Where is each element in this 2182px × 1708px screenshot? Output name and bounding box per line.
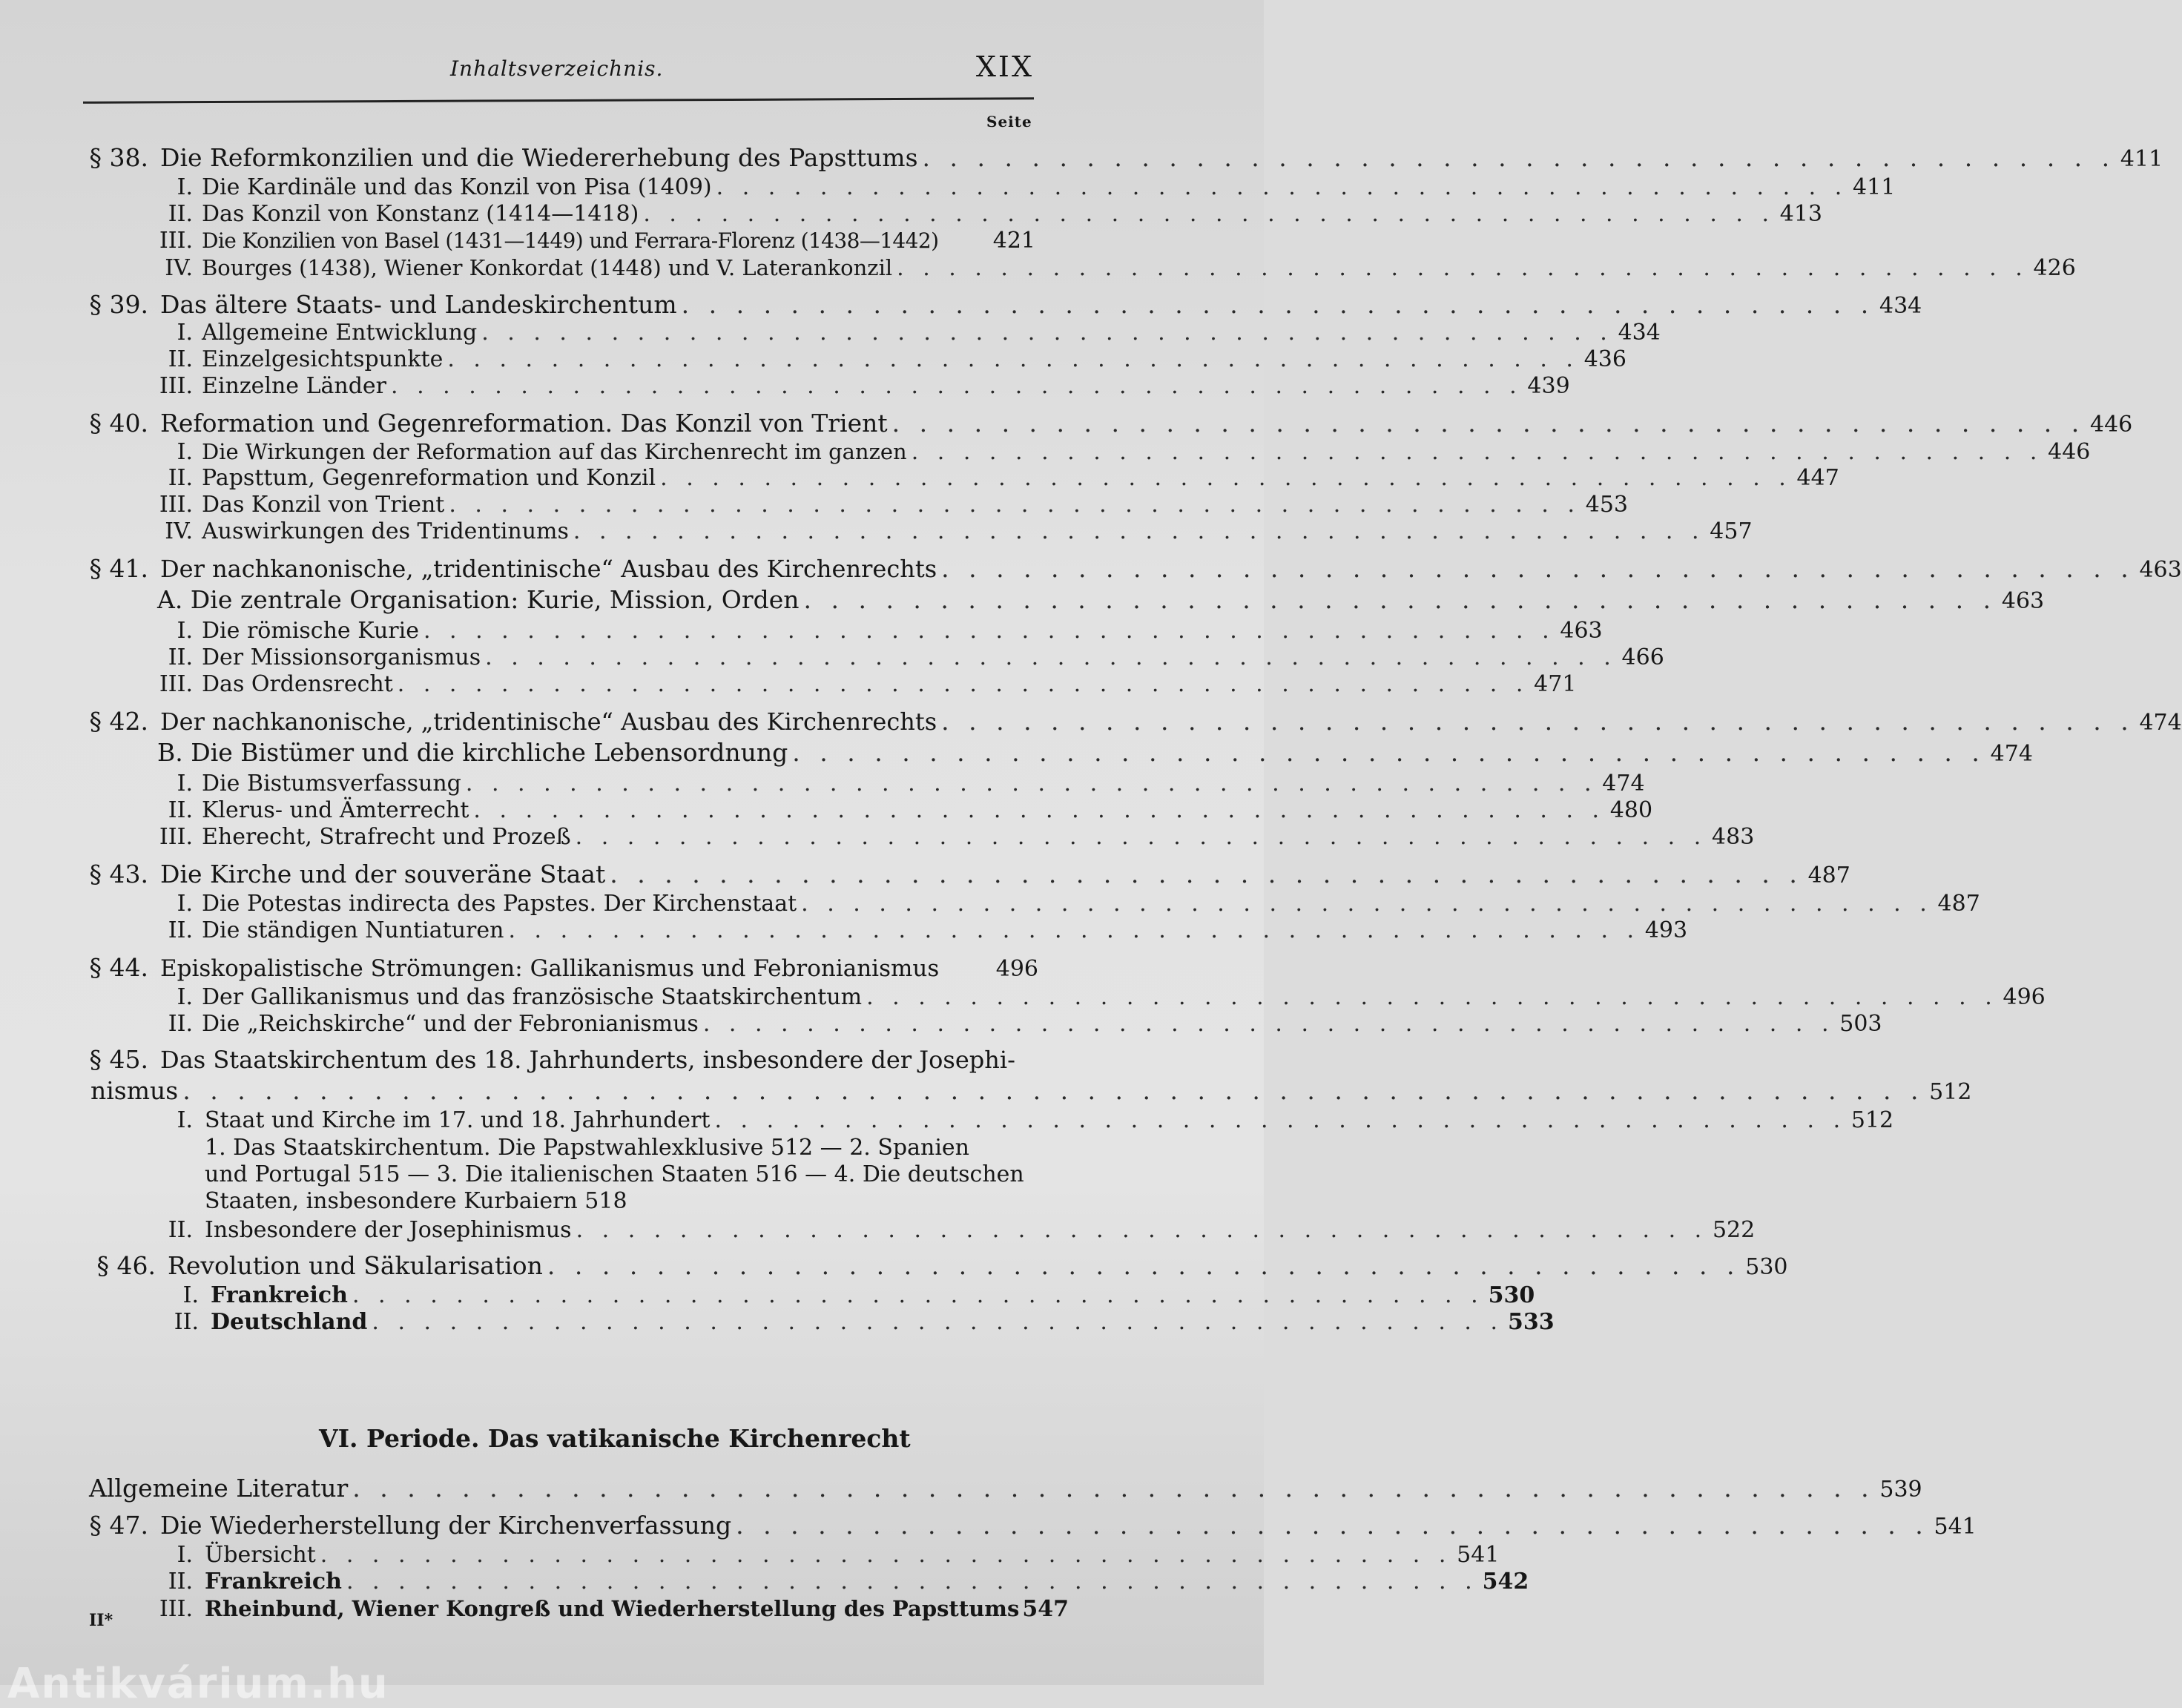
detail-block xyxy=(205,1135,1024,1215)
toc-number: § 43. xyxy=(89,860,148,888)
leader-dots: . . . . . . . . . . . . . . . . . . . . . . . . . . . . . . . . . . . . . . . . . . . . xyxy=(372,1309,1504,1335)
leader-dots: . . . . . . . . . . . . . . . . . . . . . . . . . . . . . . . . . . . . . . . . . . . . xyxy=(547,1251,1741,1280)
toc-entry xyxy=(145,797,1653,823)
toc-number: I. xyxy=(177,771,193,797)
leader-dots: . . . . . . . . . . . . . . . . . . . . . . . . . . . . . . . . . . . . . . . . . . . . xyxy=(891,409,2086,438)
toc-page: 471 xyxy=(1534,671,1577,697)
toc-title: Das Konzil von Konstanz (1414—1418) xyxy=(202,201,639,227)
toc-page: 411 xyxy=(1853,174,1896,200)
toc-title: Der Gallikanismus und das französische Staatskirchentum xyxy=(202,984,863,1010)
toc-number: III. xyxy=(159,373,193,399)
leader-dots: . . . . . . . . . . . . . . . . . . . . . . . . . . . . . . . . . . . . . . . . . . . . xyxy=(897,255,2028,281)
toc-title: Das Ordensrecht xyxy=(202,671,393,697)
toc-entry xyxy=(145,320,1661,346)
toc-entry xyxy=(145,1011,1882,1037)
leader-dots: . . . . . . . . . . . . . . . . . . . . . . . . . . . . . . . . . . . . . . . . . . . . xyxy=(320,1542,1452,1568)
leader-dots: . . . . . . . . . . . . . . . . . . . . . . . . . . . . . . . . . . . . . . . . . . . . xyxy=(941,707,2135,736)
toc-page: 542 xyxy=(1482,1569,1529,1595)
leader-dots: . . . . . . . . . . . . . . . . . . . . . . . . . . . . . . . . . . . . . . . . . . . . xyxy=(485,644,1617,670)
toc-page: 453 xyxy=(1585,492,1628,518)
toc-title: Die Potestas indirecta des Papstes. Der Kirchenstaat xyxy=(202,891,797,917)
toc-entry-section xyxy=(83,409,2133,438)
toc-entry xyxy=(156,1542,1500,1568)
leader-dots: . . . . . . . . . . . . . . . . . . . . . . . . . . . . . . . . . . . . . . . . . . . . xyxy=(922,143,2116,172)
toc-page: 463 xyxy=(2001,588,2045,614)
leader-dots: . . . . . . . . . . . . . . . . . . . . . . . . . . . . . . . . . . . . . . . . . . . . xyxy=(941,554,2135,583)
leader-dots: . . . . . . . . . . . . . . . . . . . . . . . . . . . . . . . . . . . . . . . . . . . . xyxy=(576,1217,1708,1243)
toc-entry xyxy=(145,1217,1756,1243)
toc-title: Einzelgesichtspunkte xyxy=(202,346,444,372)
toc-title: Eherecht, Strafrecht und Prozeß xyxy=(202,824,571,850)
toc-title: Bourges (1438), Wiener Konkordat (1448) und V. Laterankonzil xyxy=(202,255,893,280)
toc-title: Die ständigen Nuntiaturen xyxy=(202,917,504,943)
toc-title: Klerus- und Ämterrecht xyxy=(202,797,469,823)
toc-entry xyxy=(145,891,1980,917)
leader-dots: . . . . . . . . . . . . . . . . . . . . . . . . . . . . . . . . . . . . . . . . . . . . xyxy=(391,373,1523,399)
leader-dots: . . . . . . . . . . . . . . . . . . . . . . . . . . . . . . . . . . . . . . . . . . . . xyxy=(801,891,1933,917)
toc-number: § 42. xyxy=(89,707,148,736)
toc-page: 533 xyxy=(1508,1309,1555,1335)
toc-entry xyxy=(162,1282,1535,1308)
detail-line: 1. Das Staatskirchentum. Die Papstwahlexklusive 512 — 2. Spanien xyxy=(205,1135,969,1161)
leader-dots: . . . . . . . . . . . . . . . . . . . . . . . . . . . . . . . . . . . . . . . . . . . . xyxy=(465,771,1598,797)
toc-entry-section xyxy=(83,1047,1040,1072)
leader-dots: . . . . . . . . . . . . . . . . . . . . . . . . . . . . . . . . . . . . . . . . . . . . xyxy=(681,290,1875,319)
toc-title: Insbesondere der Josephinismus xyxy=(205,1217,572,1243)
toc-entry xyxy=(145,465,1839,491)
toc-entry xyxy=(145,228,1035,254)
toc-number: IV. xyxy=(165,255,193,281)
toc-page: 434 xyxy=(1618,320,1661,346)
toc-title: Frankreich xyxy=(211,1282,348,1308)
leader-dots: . . . . . . . . . . . . . . . . . . . . . . . . . . . . . . . . . . . . . . . . . . . . xyxy=(352,1282,1484,1308)
toc-title: Frankreich xyxy=(205,1569,342,1595)
toc-title: Allgemeine Entwicklung xyxy=(202,320,478,346)
toc-page: 463 xyxy=(2139,557,2182,583)
toc-number: I. xyxy=(177,439,193,465)
toc-entry-section xyxy=(83,860,1850,888)
leader-dots: . . . . . . . . . . . . . . . . . . . . . . . . . . . . . . . . . . . . . . . . . . . . xyxy=(449,492,1581,518)
running-header xyxy=(83,49,1034,93)
toc-page: 541 xyxy=(1457,1542,1500,1568)
watermark: Antikvárium.hu xyxy=(7,1660,389,1708)
toc-title: Die Reformkonzilien und die Wiedererhebung des Papsttums xyxy=(160,143,918,172)
toc-number: II. xyxy=(168,797,193,823)
toc-title: B. Die Bistümer und die kirchliche Lebensordnung xyxy=(157,738,788,767)
seite-label: Seite xyxy=(986,113,1032,131)
leader-dots: . . . . . . . . . . . . . . . . . . . . . . . . . . . . . . . . . . . . . . . . . . . . xyxy=(423,618,1555,644)
toc-page: 447 xyxy=(1796,465,1839,491)
toc-entry xyxy=(145,492,1628,518)
toc-title: Revolution und Säkularisation xyxy=(168,1251,543,1280)
toc-entry xyxy=(145,174,1896,200)
leader-dots: . . . . . . . . . . . . . . . . . . . . . . . . . . . . . . . . . . . . . . . . . . . . xyxy=(610,860,1803,888)
leader-dots: . . . . . . . . . . . . . . . . . . . . . . . . . . . . . . . . . . . . . . . . . . . . xyxy=(397,671,1529,697)
toc-entry xyxy=(145,439,2091,465)
header-page-number: XIX xyxy=(975,50,1034,83)
toc-number: I. xyxy=(177,1107,193,1133)
leader-dots: . . . . . . . . . . . . . . . . . . . . . . . . . . . . . . . . . . . . . . . . . . . . xyxy=(803,585,1997,614)
toc-number: III. xyxy=(159,671,193,697)
toc-number: II. xyxy=(168,1011,193,1037)
toc-page: 439 xyxy=(1527,373,1570,399)
toc-page: 487 xyxy=(1807,863,1850,888)
leader-dots: . . . . . . . . . . . . . . . . . . . . . . . . . . . . . . . . . . . . . . . . . . . . . . . . . . . . . . . . xyxy=(352,1474,1875,1503)
toc-entry-section xyxy=(83,554,2182,583)
toc-entry xyxy=(145,671,1577,697)
toc-entry xyxy=(145,824,1755,850)
toc-entry xyxy=(145,201,1823,227)
detail-line: und Portugal 515 — 3. Die italienischen Staaten 516 — 4. Die deutschen xyxy=(205,1161,1024,1187)
toc-title: Deutschland xyxy=(211,1309,368,1335)
leader-dots: . . . . . . . . . . . . . . . . . . . . . . . . . . . . . . . . . . . . . . . . . . . . xyxy=(573,518,1705,544)
toc-title: Das Staatskirchentum des 18. Jahrhunderts, insbesondere der Josephi- xyxy=(160,1046,1015,1074)
toc-entry xyxy=(145,1596,1069,1622)
toc-entry xyxy=(156,1569,1529,1595)
leader-dots: . . . . . . . . . . . . . . . . . . . . . . . . . . . . . . . . . . . . . . . . . . . . xyxy=(508,917,1641,943)
toc-entry xyxy=(145,346,1626,372)
toc-entry-subsection xyxy=(157,738,2033,767)
toc-entry-section xyxy=(83,1511,1977,1540)
toc-page: 457 xyxy=(1710,518,1753,544)
toc-page: 436 xyxy=(1583,346,1626,372)
leader-dots: . . . . . . . . . . . . . . . . . . . . . . . . . . . . . . . . . . . . . . . . . . . . xyxy=(866,984,1998,1010)
toc-number: I. xyxy=(177,174,193,200)
toc-page: 530 xyxy=(1488,1282,1535,1308)
toc-title: nismus xyxy=(90,1076,179,1105)
toc-entry-section xyxy=(83,143,2163,172)
toc-title: Die Wirkungen der Reformation auf das Kirchenrecht im ganzen xyxy=(202,439,907,464)
toc-entry-section xyxy=(83,707,2182,736)
toc-page: 493 xyxy=(1644,917,1688,943)
toc-page: 413 xyxy=(1779,201,1823,227)
toc-title: Auswirkungen des Tridentinums xyxy=(202,518,569,544)
toc-entry xyxy=(156,1107,1894,1133)
toc-entry xyxy=(145,255,2076,281)
leader-dots: . . . . . . . . . . . . . . . . . . . . . . . . . . . . . . . . . . . . . . . . . . . . xyxy=(447,346,1579,372)
toc-number: IV. xyxy=(165,518,193,544)
header-rule xyxy=(83,97,1034,104)
toc-entry xyxy=(162,1309,1555,1335)
leader-dots: . . . . . . . . . . . . . . . . . . . . . . . . . . . . . . . . . . . . . . . . . . . . xyxy=(714,1107,1847,1133)
toc-page: 487 xyxy=(1937,891,1980,917)
leader-dots: . . . . . . . . . . . . . . . . . . . . . . . . . . . . . . . . . . . . . . . . . . . . xyxy=(736,1511,1929,1540)
signature-mark: II* xyxy=(89,1611,113,1630)
toc-entry xyxy=(145,518,1753,544)
toc-entry xyxy=(145,771,1645,797)
leader-dots: . . . . . . . . . . . . . . . . . . . . . . . . . . . . . . . . . . . . . . . . . . . . xyxy=(346,1569,1478,1595)
toc-title: Rheinbund, Wiener Kongreß und Wiederherstellung des Papsttums xyxy=(205,1596,1020,1621)
toc-page: 530 xyxy=(1745,1254,1788,1280)
toc-number: II. xyxy=(168,1217,193,1243)
toc-title: Papsttum, Gegenreformation und Konzil xyxy=(202,465,656,491)
header-title: Inhaltsverzeichnis. xyxy=(450,56,664,81)
toc-entry-section xyxy=(83,955,1038,982)
toc-title: Der Missionsorganismus xyxy=(202,644,481,670)
toc-page: 474 xyxy=(2139,710,2182,736)
leader-dots: . . . . . . . . . . . . . . . . . . . . . . . . . . . . . . . . . . . . . . . . . . . . xyxy=(481,320,1613,346)
toc-number: II. xyxy=(168,201,193,227)
toc-number: II. xyxy=(168,917,193,943)
toc-number: II. xyxy=(168,346,193,372)
toc-page: 421 xyxy=(992,228,1035,254)
toc-title: Reformation und Gegenreformation. Das Konzil von Trient xyxy=(160,409,888,438)
toc-title: Die Kardinäle und das Konzil von Pisa (1409) xyxy=(202,174,712,200)
toc-number: § 45. xyxy=(89,1045,148,1074)
leader-dots: . . . . . . . . . . . . . . . . . . . . . . . . . . . . . . . . . . . . . . . . . . . . xyxy=(702,1011,1835,1037)
toc-number: § 46. xyxy=(96,1251,156,1280)
leader-dots: . . . . . . . . . . . . . . . . . . . . . . . . . . . . . . . . . . . . . . . . . . . . . . . . . . . . . . . . . . . . . . . . xyxy=(182,1076,1925,1105)
period-heading: VI. Periode. Das vatikanische Kirchenrecht xyxy=(319,1424,911,1453)
leader-dots: . . . . . . . . . . . . . . . . . . . . . . . . . . . . . . . . . . . . . . . . . . . . xyxy=(792,738,1985,767)
toc-title: Der nachkanonische, „tridentinische“ Ausbau des Kirchenrechts xyxy=(160,555,937,583)
toc-number: § 44. xyxy=(89,953,148,982)
toc-page: 512 xyxy=(1929,1079,1972,1105)
toc-number: II. xyxy=(174,1309,199,1335)
toc-entry-section xyxy=(90,1251,1788,1280)
toc-title: Die Wiederherstellung der Kirchenverfassung xyxy=(160,1511,732,1540)
toc-number: II. xyxy=(168,465,193,491)
toc-page: 496 xyxy=(2003,984,2046,1010)
toc-page: 480 xyxy=(1609,797,1653,823)
toc-number: I. xyxy=(177,891,193,917)
toc-entry-section xyxy=(89,1474,1922,1503)
toc-entry-subsection xyxy=(157,585,2045,614)
toc-number: III. xyxy=(159,1596,193,1622)
toc-title: Staat und Kirche im 17. und 18. Jahrhundert xyxy=(205,1107,711,1133)
toc-page: 512 xyxy=(1850,1107,1894,1133)
toc-page: 483 xyxy=(1712,824,1755,850)
toc-entry xyxy=(145,644,1664,670)
detail-line: Staaten, insbesondere Kurbaiern 518 xyxy=(205,1188,627,1214)
toc-number: II. xyxy=(168,1569,193,1595)
toc-page: 474 xyxy=(1602,771,1645,797)
toc-number: § 38. xyxy=(89,143,148,172)
leader-dots: . . . . . . . . . . . . . . . . . . . . . . . . . . . . . . . . . . . . . . . . . . . . xyxy=(716,174,1848,200)
toc-title: Der nachkanonische, „tridentinische“ Ausbau des Kirchenrechts xyxy=(160,708,937,736)
toc-page: 434 xyxy=(1879,293,1922,319)
toc-number: I. xyxy=(177,320,193,346)
toc-number: III. xyxy=(159,492,193,518)
toc-page: 541 xyxy=(1934,1514,1977,1540)
toc-title: Einzelne Länder xyxy=(202,373,387,399)
toc-number: § 47. xyxy=(89,1511,148,1540)
toc-number: II. xyxy=(168,644,193,670)
toc-number: I. xyxy=(177,984,193,1010)
toc-page: 466 xyxy=(1621,644,1664,670)
toc-page: 463 xyxy=(1560,618,1603,644)
toc-number: § 39. xyxy=(89,290,148,319)
toc-title: Das Konzil von Trient xyxy=(202,492,445,518)
toc-entry xyxy=(145,917,1688,943)
toc-entry-continuation xyxy=(90,1076,1972,1105)
toc-page: 426 xyxy=(2033,255,2076,281)
toc-page: 446 xyxy=(2048,439,2091,465)
toc-title: Episkopalistische Strömungen: Gallikanismus und Febronianismus xyxy=(160,955,940,982)
leader-dots: . . . . . . . . . . . . . . . . . . . . . . . . . . . . . . . . . . . . . . . . . . . . xyxy=(575,824,1707,850)
toc-title: Das ältere Staats- und Landeskirchentum xyxy=(160,290,677,319)
toc-page: 539 xyxy=(1879,1477,1922,1503)
toc-title: Die Kirche und der souveräne Staat xyxy=(160,860,606,888)
toc-number: § 40. xyxy=(89,409,148,438)
toc-entry-section xyxy=(83,290,1922,319)
toc-title: Übersicht xyxy=(205,1542,316,1568)
toc-title: Die Konzilien von Basel (1431—1449) und Ferrara-Florenz (1438—1442) xyxy=(202,228,939,253)
leader-dots: . . . . . . . . . . . . . . . . . . . . . . . . . . . . . . . . . . . . . . . . . . . . xyxy=(643,201,1776,227)
toc-title: A. Die zentrale Organisation: Kurie, Mission, Orden xyxy=(157,585,800,614)
toc-title: Die „Reichskirche“ und der Febronianismus xyxy=(202,1011,699,1037)
toc-entry xyxy=(145,984,2046,1010)
toc-entry xyxy=(145,373,1570,399)
toc-page: 474 xyxy=(1990,741,2033,767)
leader-dots: . . . . . . . . . . . . . . . . . . . . . . . . . . . . . . . . . . . . . . . . . . . . xyxy=(911,439,2043,465)
toc-number: III. xyxy=(159,228,193,254)
toc-page: 503 xyxy=(1839,1011,1882,1037)
leader-dots: . . . . . . . . . . . . . . . . . . . . . . . . . . . . . . . . . . . . . . . . . . . . xyxy=(660,465,1792,491)
toc-title: Allgemeine Literatur xyxy=(89,1474,349,1503)
toc-title: Die römische Kurie xyxy=(202,618,419,644)
toc-page: 522 xyxy=(1712,1217,1756,1243)
toc-page: 496 xyxy=(995,956,1038,982)
toc-number: I. xyxy=(182,1282,199,1308)
toc-number: III. xyxy=(159,824,193,850)
toc-number: I. xyxy=(177,1542,193,1568)
toc-title: Die Bistumsverfassung xyxy=(202,771,461,797)
toc-entry xyxy=(145,618,1603,644)
toc-number: § 41. xyxy=(89,554,148,583)
leader-dots: . . . . . . . . . . . . . . . . . . . . . . . . . . . . . . . . . . . . . . . . . . . . xyxy=(473,797,1606,823)
toc-page: 446 xyxy=(2090,412,2133,438)
toc-number: I. xyxy=(177,618,193,644)
toc-page: 411 xyxy=(2120,146,2163,172)
toc-page: 547 xyxy=(1022,1596,1069,1622)
